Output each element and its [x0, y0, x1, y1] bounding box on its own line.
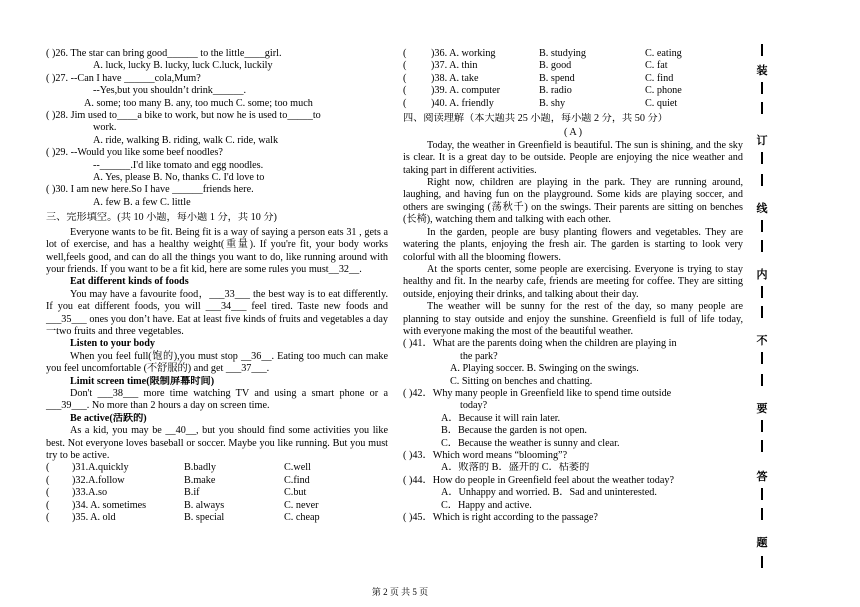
answer-bracket: (	[403, 48, 407, 59]
question-options: C. Sitting on benches and chatting.	[450, 375, 593, 387]
option-a: )38. A. take	[431, 72, 479, 84]
question-options: A. Yes, please B. No, thanks C. I'd love to	[93, 172, 265, 184]
option-c: C.but	[284, 487, 307, 499]
question-text: ( )29. --Would you like some beef noodles?	[46, 147, 223, 159]
cloze-heading-1: Eat different kinds of foods	[70, 276, 189, 288]
reading-paragraph-2: Right now, children are playing in the park. They are running around, laughing, and having fun on the playground. Some kids are playing soccer, and others are swinging (荡秋千) on the swings. Their parents are sitting on benches (长椅), watching them and talking with each other.	[403, 177, 743, 226]
option-c: C. quiet	[645, 97, 678, 109]
question-options: A. few B. a few C. little	[93, 196, 191, 208]
question-options: B．Because the garden is not open.	[441, 425, 587, 437]
question-text: ( )43．Which word means “blooming”?	[403, 450, 568, 461]
option-c: C. fat	[645, 60, 668, 72]
cloze-paragraph-1: Everyone wants to be fit. Being fit is a way of saying a person eats 31 , gets a lot of exercise, and has a healthy weight(重量). If you're fit, your body works well,feels good, and can do all the things you want to do, like running around with your friends. If you want to be a fit kid, here are some rules you must__32__.	[46, 226, 388, 275]
mc-q29	[46, 147, 388, 184]
answer-bracket: (	[403, 60, 407, 72]
question-options: A. ride, walking B. riding, walk C. ride, walk	[93, 134, 279, 146]
question-options: A．Unhappy and worried. B．Sad and uninterested.	[441, 487, 657, 499]
binding-char: 内	[756, 268, 768, 281]
option-c: C.find	[284, 474, 310, 486]
option-a: )36. A. working	[431, 48, 496, 59]
cloze-paragraph-2: You may have a favourite food，___33___ the best way is to eat differently. If you eat different foods, you will ___34___ feel tired. Taste new foods and ___35___ ones you don’t have. Eat at least five kinds of fruits and vegetables a day一two fruits and three vegetables.	[46, 288, 388, 337]
option-b: B.badly	[184, 462, 216, 474]
option-b: B. good	[539, 60, 572, 72]
reading-q43	[403, 450, 743, 475]
option-b: B. always	[184, 499, 225, 511]
question-options: A. luck, lucky B. lucky, luck C.luck, luckily	[93, 60, 273, 72]
answer-bracket: (	[46, 512, 50, 524]
option-row-33	[46, 487, 388, 499]
question-subline: --______.I'd like tomato and egg noodles.	[93, 159, 264, 171]
question-text: ( )26. The star can bring good______ to the little____girl.	[46, 48, 282, 59]
question-options: C．Because the weather is sunny and clear.	[441, 437, 620, 449]
question-options: A．Because it will rain later.	[441, 412, 561, 424]
mc-q30	[46, 184, 388, 209]
section-4-title: 四、阅读理解（本大题共 25 小题，每小题 2 分，共 50 分）	[403, 113, 668, 125]
option-a: )39. A. computer	[431, 85, 501, 97]
cloze-options-36-40	[403, 48, 743, 110]
left-column	[46, 48, 388, 524]
cloze-paragraph-5: As a kid, you may be __40__, but you should find some activities you like best. Not everyone loves baseball or soccer. Maybe you like running. But you must try to be active.	[46, 425, 388, 461]
answer-bracket: (	[46, 487, 50, 499]
reading-q45	[403, 512, 743, 524]
option-row-39	[403, 85, 743, 97]
option-a: )33.A.so	[72, 487, 108, 499]
reading-q42	[403, 388, 743, 450]
option-row-37	[403, 60, 743, 72]
cloze-heading-2: Listen to your body	[70, 338, 156, 350]
reading-q44	[403, 475, 743, 512]
option-c: C. eating	[645, 48, 682, 59]
option-a: )31.A.quickly	[72, 462, 129, 474]
option-c: C. never	[284, 499, 319, 511]
option-a: )37. A. thin	[431, 60, 478, 72]
cloze-heading-4: Be active(活跃的)	[70, 412, 147, 424]
question-text: ( )28. Jim used to____a bike to work, but now he is used to_____to	[46, 110, 321, 122]
answer-bracket: (	[403, 85, 407, 97]
reading-paragraph-1: Today, the weather in Greenfield is beautiful. The sun is shining, and the sky is clear. It is a great day to be outside. People are enjoying the nice weather and taking part in different activities.	[403, 139, 743, 176]
cloze-paragraph-4: Don't ___38___ more time watching TV and using a smart phone or a ___39___. No more than 2 hours a day on screen time.	[46, 387, 388, 412]
option-row-35	[46, 512, 388, 524]
mc-q26	[46, 48, 388, 73]
option-b: B. special	[184, 512, 225, 524]
option-c: C. find	[645, 72, 674, 84]
answer-bracket: (	[46, 499, 50, 511]
option-row-36	[403, 48, 743, 60]
question-options: C．Happy and active.	[441, 499, 532, 511]
mc-q28	[46, 110, 388, 147]
passage-label: ( A )	[563, 127, 583, 139]
cloze-options-31-35	[46, 462, 388, 524]
reading-paragraph-5: The weather will be sunny for the rest of the day, so many people are planning to stay outside and enjoy the sunshine. Greenfield is full of life today, with everyone making the most of the beautiful weather.	[403, 301, 743, 337]
section-3-title: 三、完形填空。(共 10 小题，每小题 1 分，共 10 分)	[46, 212, 277, 224]
question-subline: work.	[93, 122, 117, 134]
binding-char: 订	[756, 134, 768, 147]
option-row-34	[46, 500, 388, 512]
binding-char: 要	[756, 402, 768, 415]
option-a: )34. A. sometimes	[72, 499, 147, 511]
question-text: ( )30. I am new here.So I have ______friends here.	[46, 184, 254, 196]
question-text: ( )44．How do people in Greenfield feel about the weather today?	[403, 474, 674, 486]
answer-bracket: (	[403, 97, 407, 109]
binding-char: 题	[756, 536, 768, 549]
option-a: )40. A. friendly	[431, 97, 494, 109]
mc-q27	[46, 73, 388, 110]
binding-char: 答	[756, 470, 768, 483]
option-c: C. phone	[645, 85, 682, 97]
question-options: A. Playing soccer. B. Swinging on the swings.	[450, 363, 639, 375]
option-row-40	[403, 98, 743, 110]
answer-bracket: (	[403, 72, 407, 84]
answer-bracket: (	[46, 462, 50, 474]
reading-q41	[403, 338, 743, 388]
reading-paragraph-3: In the garden, people are busy planting flowers and vegetables. They are watering the plants, enjoying the fresh air. The garden is starting to look very colorful with all the blooming flowers.	[403, 226, 743, 263]
option-row-38	[403, 73, 743, 85]
option-a: )32.A.follow	[72, 474, 125, 486]
binding-line	[752, 40, 772, 580]
question-text: ( )27. --Can I have ______cola,Mum?	[46, 72, 201, 84]
option-b: B.if	[184, 487, 200, 499]
option-b: B. shy	[539, 97, 566, 109]
option-c: C. cheap	[284, 512, 320, 524]
option-row-31	[46, 462, 388, 474]
binding-char: 不	[756, 334, 768, 347]
option-b: B. radio	[539, 85, 572, 97]
question-text: ( )45．Which is right according to the passage?	[403, 512, 598, 524]
option-b: B.make	[184, 474, 216, 486]
cloze-paragraph-3: When you feel full(饱的),you must stop __36__. Eating too much can make you feel uncomfortable (不舒服的) and get ___37___.	[46, 350, 388, 375]
question-subline: --Yes,but you shouldn’t drink______.	[93, 85, 247, 97]
reading-paragraph-4: At the sports center, some people are exercising. Everyone is trying to stay healthy and fit. In the nearby cafe, friends are meeting for coffee. They are sitting outside, enjoying their drinks, and talking about their day.	[403, 263, 743, 300]
cloze-heading-3: Limit screen time(限制屏幕时间)	[70, 375, 215, 387]
option-a: )35. A. old	[72, 512, 116, 524]
option-b: B. spend	[539, 72, 575, 84]
option-c: C.well	[284, 462, 311, 474]
option-row-32	[46, 475, 388, 487]
question-continuation: today?	[460, 400, 488, 412]
right-column	[403, 48, 743, 524]
question-options: A. some; too many B. any, too much C. some; too much	[84, 97, 313, 109]
binding-char: 装	[756, 64, 768, 77]
option-b: B. studying	[539, 48, 586, 59]
binding-char: 线	[756, 202, 768, 215]
question-text: ( )42．Why many people in Greenfield like to spend time outside	[403, 387, 672, 399]
question-continuation: the park?	[460, 350, 498, 362]
question-options: A．败落的 B．盛开的 C．枯萎的	[441, 462, 590, 474]
page-footer: 第 2 页 共 5 页	[371, 587, 429, 597]
question-text: ( )41．What are the parents doing when the children are playing in	[403, 338, 677, 350]
answer-bracket: (	[46, 474, 50, 486]
